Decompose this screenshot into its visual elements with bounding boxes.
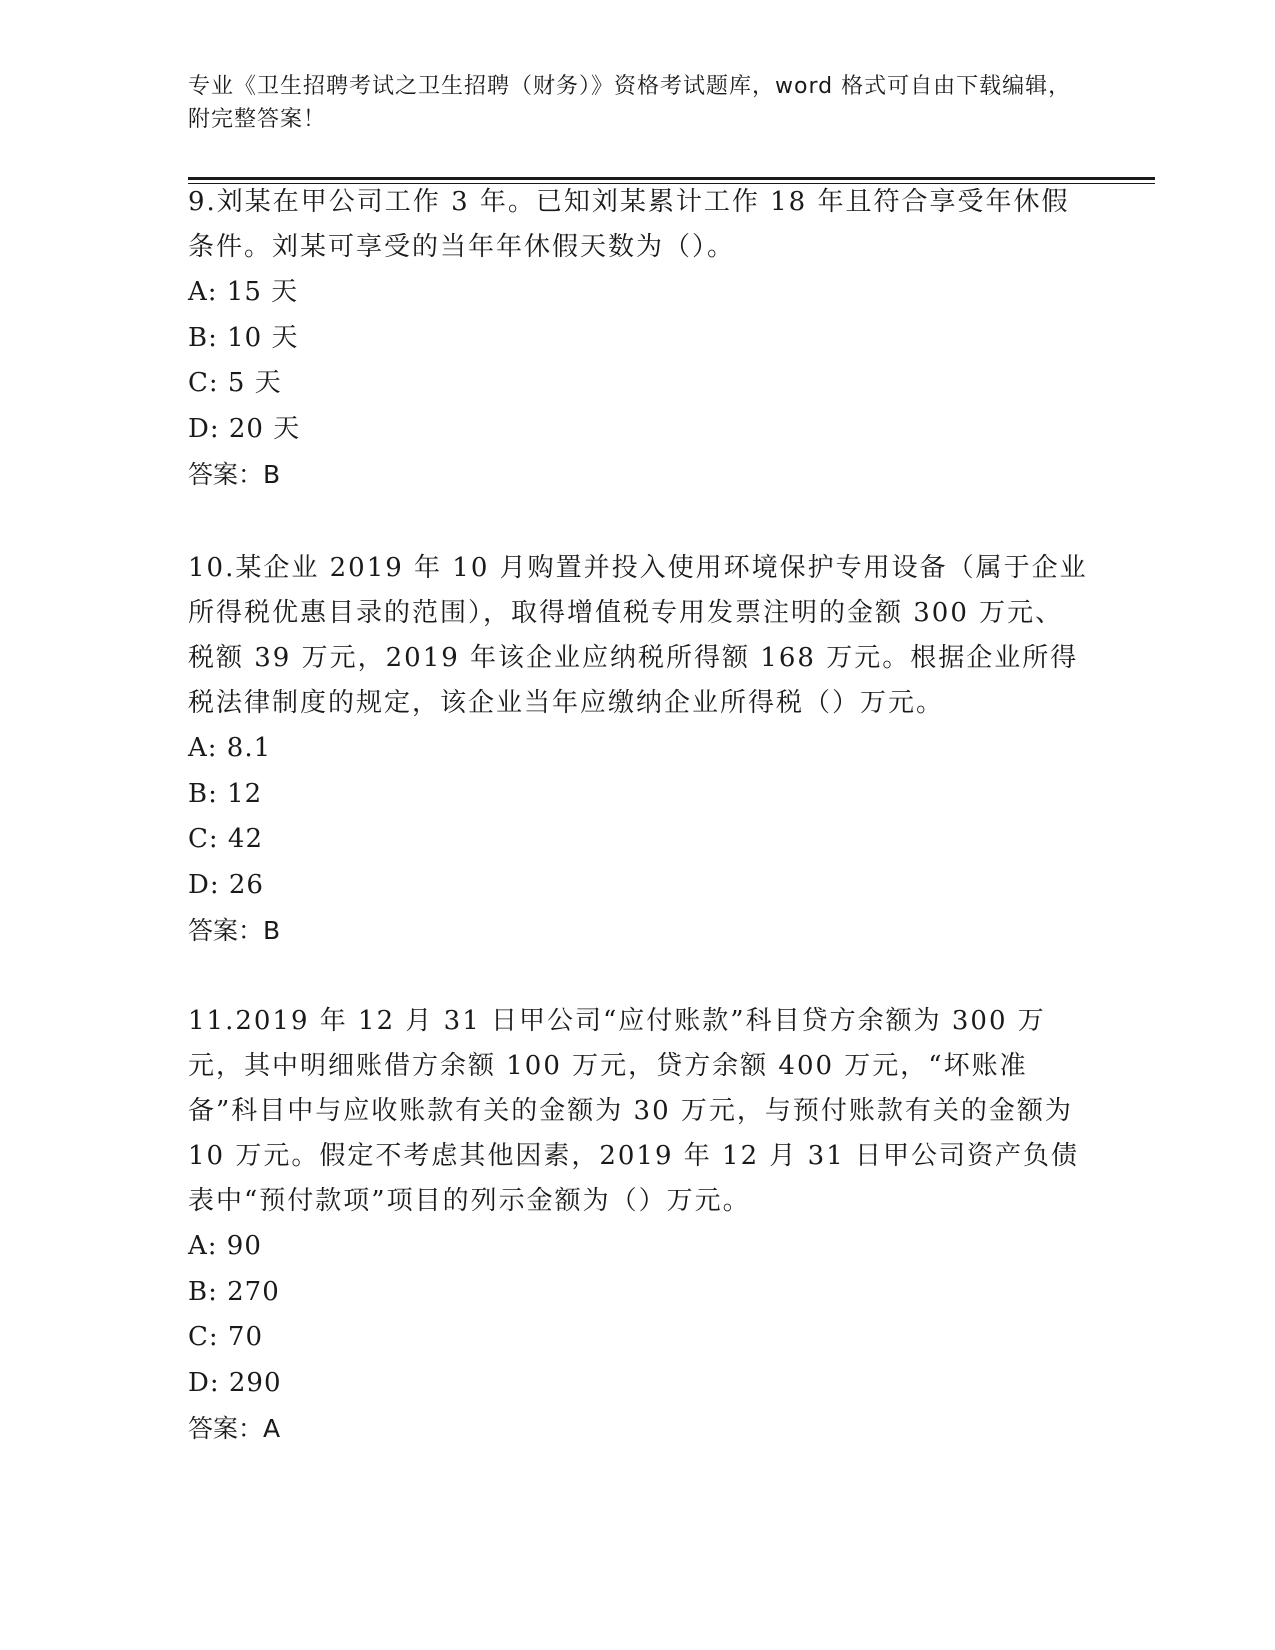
option-c: C: 70	[188, 1322, 264, 1352]
option-c: C: 42	[188, 824, 264, 854]
option-a: A: 8.1	[188, 733, 272, 763]
option-a: A: 15 天	[188, 277, 299, 307]
option-b: B: 10 天	[188, 322, 299, 353]
option-c: C: 5 天	[188, 368, 282, 398]
option-b: B: 12	[188, 778, 263, 809]
question-9	[188, 180, 1088, 497]
answer-label: 答案：A	[188, 1414, 281, 1443]
answer-label: 答案：B	[188, 916, 281, 945]
question-10	[188, 546, 1088, 953]
option-b: B: 270	[188, 1276, 280, 1307]
document-header: 专业《卫生招聘考试之卫生招聘（财务）》资格考试题库，word 格式可自由下载编辑，附完整答案！	[188, 74, 1072, 132]
option-a: A: 90	[188, 1231, 262, 1261]
option-d: D: 26	[188, 869, 264, 900]
question-stem: 9.刘某在甲公司工作 3 年。已知刘某累计工作 18 年且符合享受年休假条件。刘某可享受的当年年休假天数为（）。	[188, 187, 1070, 262]
question-11	[188, 999, 1088, 1451]
question-stem: 11.2019 年 12 月 31 日甲公司“应付账款”科目贷方余额为 300 万元，其中明细账借方余额 100 万元，贷方余额 400 万元，“坏账准备”科目中与应收账款有关的金额为 30 万元，与预付账款有关的金额为 10 万元。假定不考虑其他因素，2019 年 12 月 31 日甲公司资产负债表中“预付款项”项目的列示金额为（）万元。	[188, 1006, 1080, 1216]
option-d: D: 20 天	[188, 413, 301, 444]
option-d: D: 290	[188, 1367, 282, 1398]
question-stem: 10.某企业 2019 年 10 月购置并投入使用环境保护专用设备（属于企业所得税优惠目录的范围），取得增值税专用发票注明的金额 300 万元、税额 39 万元，2019 年该企业应纳税所得额 168 万元。根据企业所得税法律制度的规定，该企业当年应缴纳企业所得税（）万元。	[188, 553, 1088, 718]
answer-label: 答案：B	[188, 460, 281, 489]
